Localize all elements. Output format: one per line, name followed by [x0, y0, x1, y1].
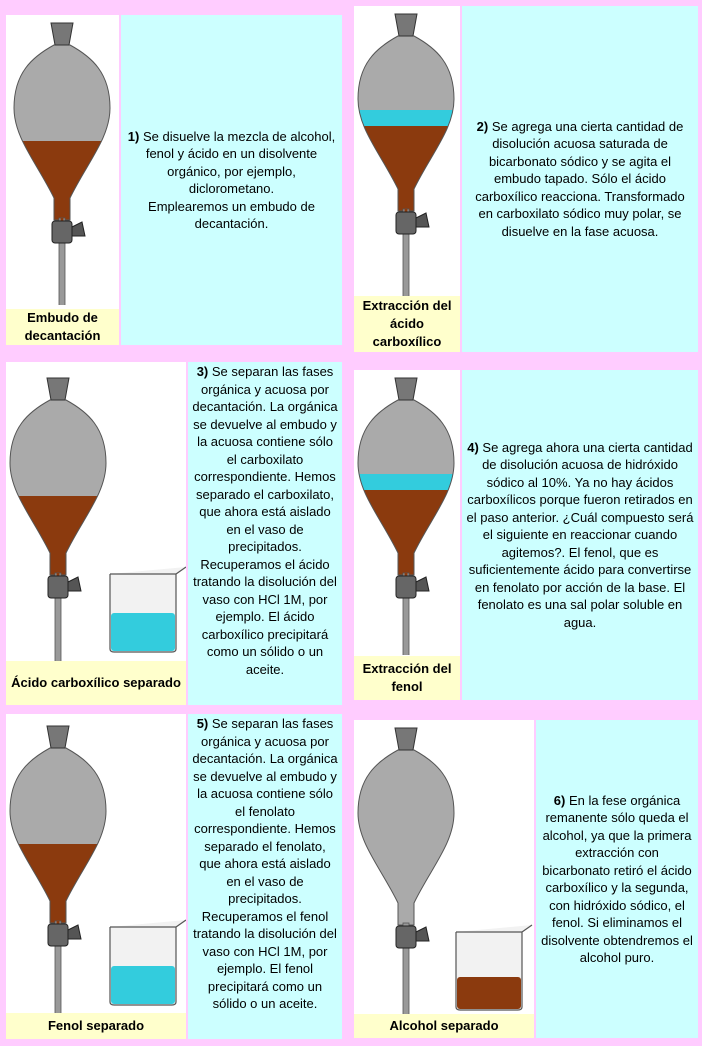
stopcock-handle-icon [72, 222, 85, 236]
stopcock-icon [52, 221, 72, 243]
beaker-liquid [111, 966, 175, 1004]
separatory-funnel-2 [354, 6, 460, 296]
stopper-icon [395, 14, 417, 36]
stopcock-icon [396, 926, 416, 948]
step-2-caption: Extracción del ácido carboxílico [354, 296, 460, 352]
separatory-funnel-1 [6, 15, 119, 305]
stopcock-handle-icon [416, 927, 429, 941]
beaker-liquid [111, 613, 175, 651]
stopcock-handle-icon [68, 925, 81, 939]
step-4-illustration [354, 370, 460, 700]
step-3-description: Se separan las fases orgánica y acuosa por decantación. La orgánica se devuelve al embudo y la acuosa contiene sólo el carboxilato correspondiente. Hemos separado el carboxilato, que ahora está aislado en el vaso de precipitados. Recuperamos el ácido tratando la disolución del vaso con HCl 1M, por ejemplo. El ácido carboxílico precipitará como un sólido o un aceite. [192, 364, 338, 677]
stopcock-handle-icon [416, 213, 429, 227]
step-3-caption: Ácido carboxílico separado [6, 661, 186, 705]
stopper-icon [47, 726, 69, 748]
stopcock-handle-icon [416, 577, 429, 591]
stopper-icon [395, 728, 417, 750]
separatory-funnel-3 [6, 362, 186, 662]
separatory-funnel-5 [6, 714, 186, 1014]
separatory-funnel-6 [354, 720, 534, 1015]
step-1-text-box [121, 15, 342, 345]
step-6-caption: Alcohol separado [354, 1014, 534, 1038]
step-1-description: Se disuelve la mezcla de alcohol, fenol y ácido en un disolvente orgánico, por ejemplo, diclorometano. Emplearemos un embudo de decantación. [142, 128, 336, 231]
step-1-illustration [6, 15, 119, 345]
step-1-number: 1) [127, 128, 140, 144]
step-3-number: 3) [196, 364, 209, 379]
stopper-icon [395, 378, 417, 400]
step-5-caption: Fenol separado [6, 1013, 186, 1039]
funnel-glass-body [358, 750, 454, 925]
step-2-description: Se agrega una cierta cantidad de disolución acuosa saturada de bicarbonato sódico y se agita el embudo tapado. Sólo el ácido carboxílico reacciona. Transformado en carboxilato sódico muy polar, se disuelve en la fase acuosa. [475, 118, 685, 239]
stopcock-icon [396, 212, 416, 234]
stopcock-icon [48, 924, 68, 946]
step-3-illustration [6, 362, 186, 705]
beaker-liquid [457, 977, 521, 1009]
step-4-caption: Extracción del fenol [354, 656, 460, 700]
step-4-description: Se agrega ahora una cierta cantidad de disolución acuosa de hidróxido sódico al 10%. Ya no hay ácidos carboxílicos porque fueron retirados en el paso anterior. ¿Cuál compuesto será el siguiente en reaccionar cuando agitemos?. El fenol, que es suficientemente ácido para convertirse en fenolato por acción de la base. El fenolato es una sal polar soluble en agua. [466, 439, 694, 630]
step-4-number: 4) [467, 439, 479, 455]
step-2-number: 2) [476, 118, 489, 134]
separatory-funnel-4 [354, 370, 460, 655]
step-3-text-box [188, 362, 342, 705]
stopper-icon [47, 378, 69, 400]
aqueous-layer [354, 110, 460, 128]
stopper-icon [51, 23, 73, 45]
stopcock-icon [396, 576, 416, 598]
step-5-number: 5) [196, 716, 209, 731]
step-5-text-box [188, 714, 342, 1039]
step-6-description: En la fese orgánica remanente sólo queda el alcohol, ya que la primera extracción con bicarbonato retiró el ácido carboxílico y la segunda, con hidróxido sódico, el fenol. Si eliminamos el disolvente obtendremos el alcohol puro. [541, 792, 693, 965]
step-4-text-box [462, 370, 698, 700]
step-1-caption: Embudo de decantación [6, 309, 119, 345]
stopcock-handle-icon [68, 577, 81, 591]
step-6-text-box [536, 720, 698, 1038]
aqueous-layer [354, 474, 460, 492]
stopcock-icon [48, 576, 68, 598]
step-5-illustration [6, 714, 186, 1039]
step-2-illustration [354, 6, 460, 352]
step-2-text-box [462, 6, 698, 352]
step-6-illustration [354, 720, 534, 1038]
step-6-number: 6) [553, 792, 566, 808]
step-5-description: Se separan las fases orgánica y acuosa por decantación. La orgánica se devuelve al embudo y la acuosa contiene sólo el fenolato correspondiente. Hemos separado el fenolato, que ahora está aislado en el vaso de precipitados. Recuperamos el fenol tratando la disolución del vaso con HCl 1M, por ejemplo. El fenol precipitará como un sólido o un aceite. [192, 716, 338, 1011]
